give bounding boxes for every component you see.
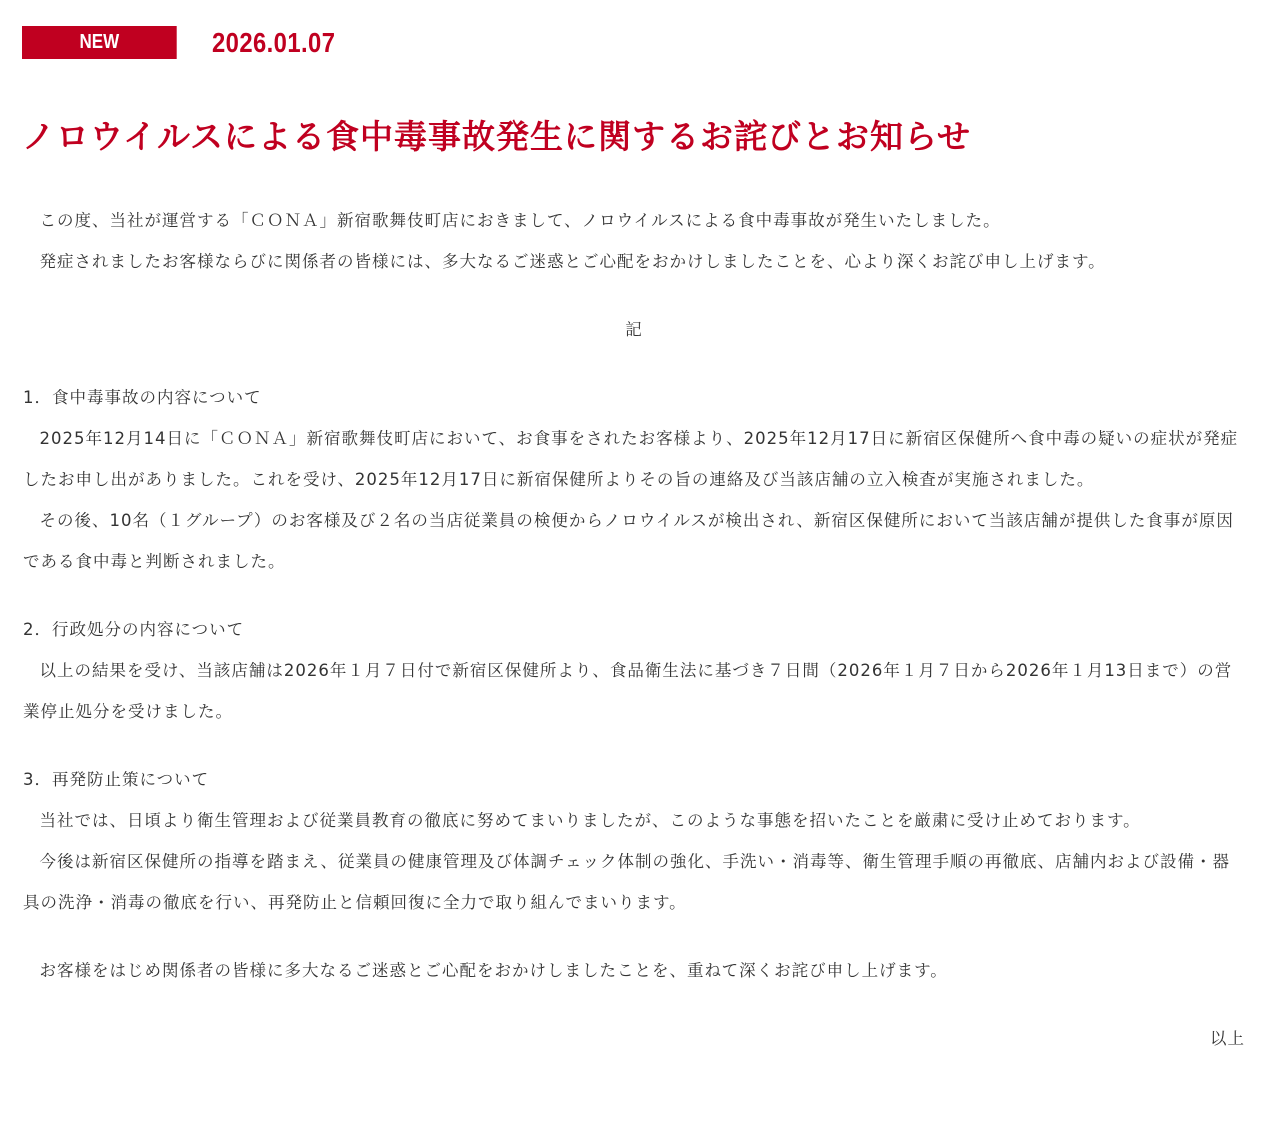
new-badge: NEW bbox=[22, 26, 177, 59]
intro-paragraph: 発症されましたお客様ならびに関係者の皆様には、多大なるご迷惑とご心配をおかけしましたことを、心より深くお詫び申し上げます。 bbox=[39, 252, 1106, 271]
closing-paragraph: お客様をはじめ関係者の皆様に多大なるご迷惑とご心配をおかけしましたことを、重ねて深くお詫び申し上げます。 bbox=[39, 961, 948, 980]
section-heading-administrative-action: 2．行政処分の内容について bbox=[23, 620, 245, 639]
section-paragraph: その後、10名（１グループ）のお客様及び２名の当店従業員の検便からノロウイルスが検出され、新宿区保健所において当該店舗が提供した食事が原因である食中毒と判断されました。 bbox=[23, 511, 1234, 571]
ki-mark: 記 bbox=[625, 320, 643, 339]
section-paragraph: 当社では、日頃より衛生管理および従業員教育の徹底に努めてまいりましたが、このような事態を招いたことを厳粛に受け止めております。 bbox=[39, 811, 1141, 830]
notice-body bbox=[23, 200, 1245, 1059]
intro-paragraph: この度、当社が運営する「ＣＯＮＡ」新宿歌舞伎町店におきまして、ノロウイルスによる食中毒事故が発生いたしました。 bbox=[39, 211, 1001, 230]
section-paragraph: 2025年12月14日に「ＣＯＮＡ」新宿歌舞伎町店において、お食事をされたお客様より、2025年12月17日に新宿区保健所へ食中毒の疑いの症状が発症したお申し出がありました。これを受け、2025年12月17日に新宿保健所よりその旨の連絡及び当該店舗の立入検査が実施されました。 bbox=[23, 429, 1239, 489]
section-paragraph: 今後は新宿区保健所の指導を踏まえ、従業員の健康管理及び体調チェック体制の強化、手洗い・消毒等、衛生管理手順の再徹底、店舗内および設備・器具の洗浄・消毒の徹底を行い、再発防止と信頼回復に全力で取り組んでまいります。 bbox=[23, 852, 1230, 912]
page-title: ノロウイルスによる食中毒事故発生に関するお詫びとお知らせ bbox=[22, 117, 972, 156]
section-heading-prevention: 3．再発防止策について bbox=[23, 770, 210, 789]
section-paragraph: 以上の結果を受け、当該店舗は2026年１月７日付で新宿区保健所より、食品衛生法に基づき７日間（2026年１月７日から2026年１月13日まで）の営業停止処分を受けました。 bbox=[23, 661, 1233, 721]
end-mark: 以上 bbox=[1210, 1029, 1245, 1048]
section-heading-incident: 1．食中毒事故の内容について bbox=[23, 388, 262, 407]
post-date: 2026.01.07 bbox=[212, 27, 336, 58]
post-meta bbox=[22, 26, 357, 59]
